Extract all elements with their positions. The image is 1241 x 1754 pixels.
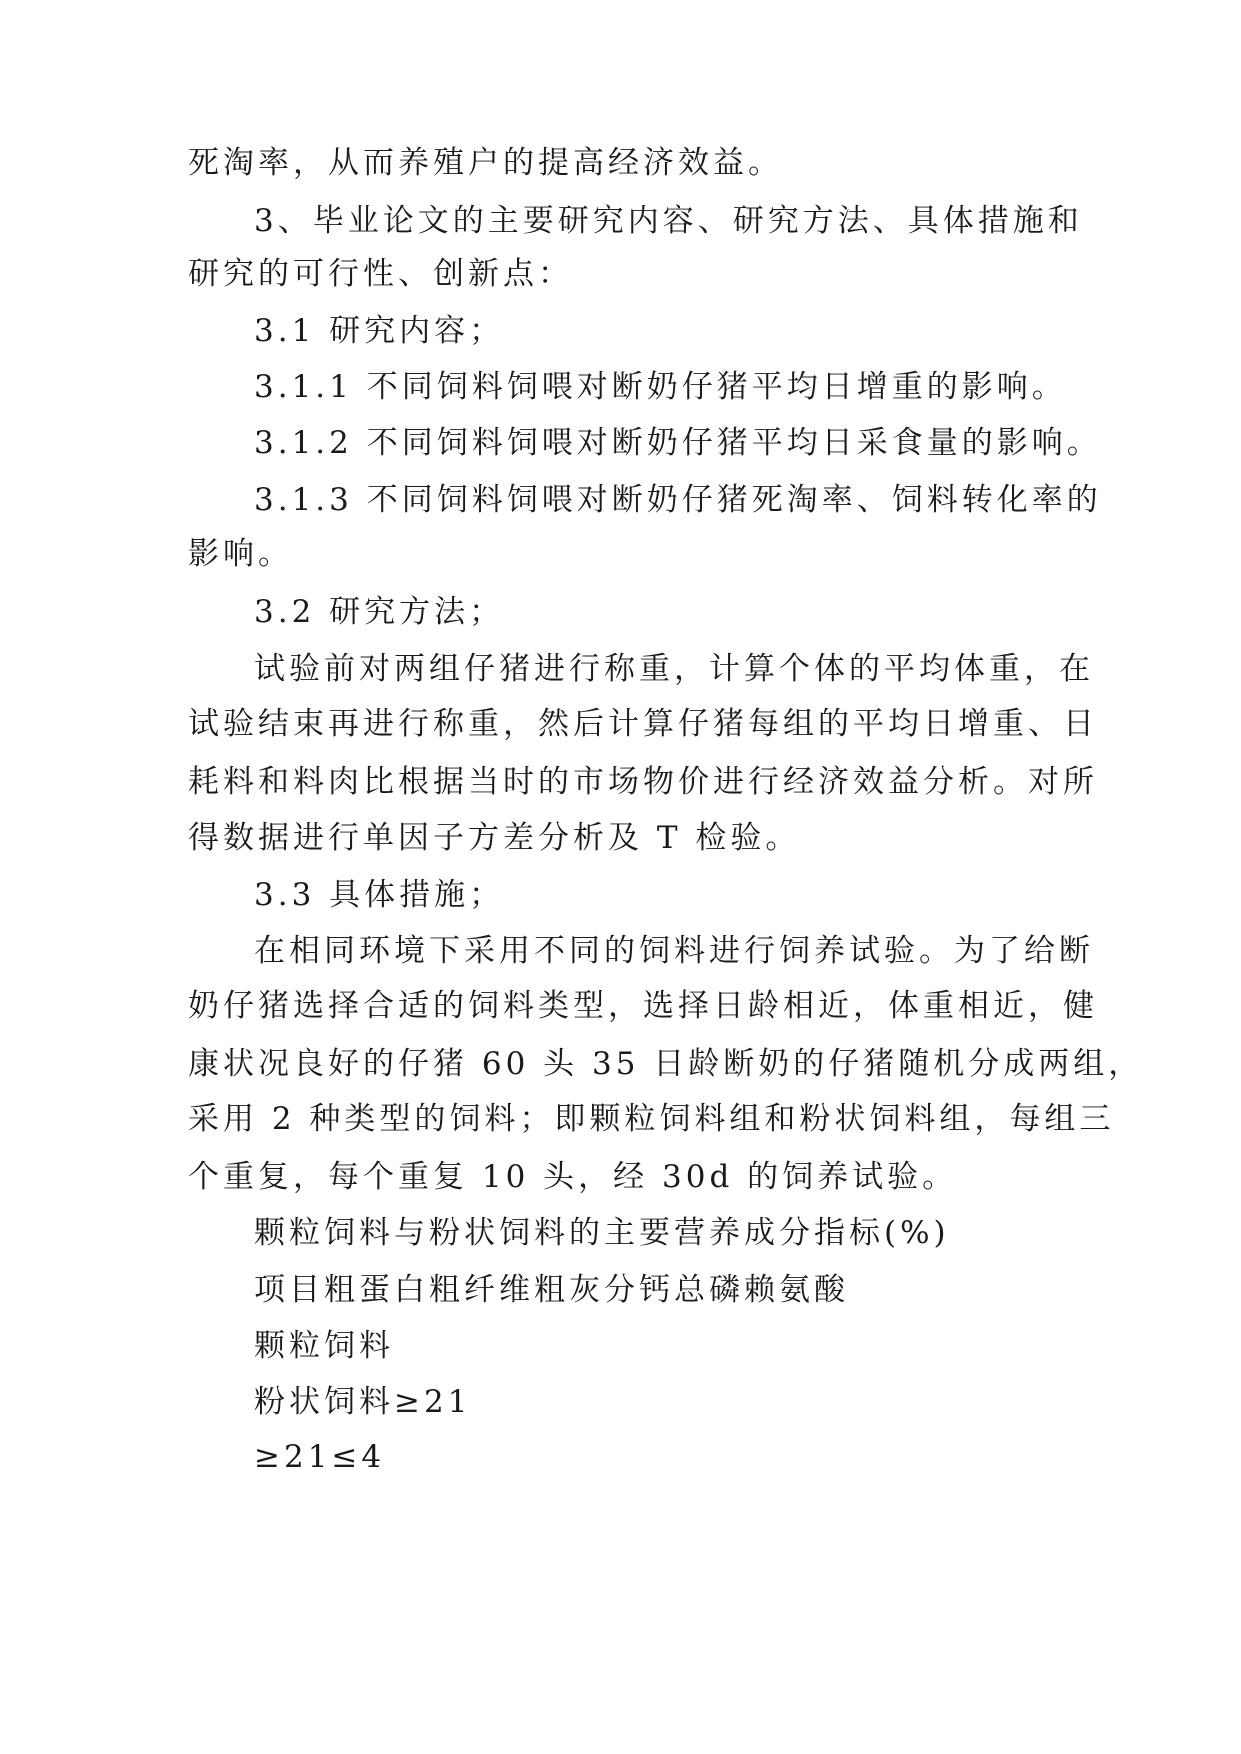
list-item: 3.1.3 不同饲料饲喂对断奶仔猪死淘率、饲料转化率的 [254, 482, 1102, 518]
paragraph-line: 影响。 [188, 536, 293, 572]
paragraph-line: 康状况良好的仔猪 60 头 35 日龄断奶的仔猪随机分成两组， [188, 1046, 1144, 1082]
paragraph-line: 得数据进行单因子方差分析及 T 检验。 [188, 820, 801, 856]
paragraph-line: 研究的可行性、创新点： [188, 256, 573, 292]
table-row: 粉状饲料≥21 [254, 1384, 472, 1420]
paragraph-line: 死淘率，从而养殖户的提高经济效益。 [188, 145, 783, 181]
list-item: 3.1.1 不同饲料饲喂对断奶仔猪平均日增重的影响。 [254, 369, 1067, 405]
subsection-heading: 3.3 具体措施； [254, 877, 505, 913]
table-header-row: 项目粗蛋白粗纤维粗灰分钙总磷赖氨酸 [254, 1272, 849, 1308]
paragraph-line: 试验结束再进行称重，然后计算仔猪每组的平均日增重、日 [188, 706, 1098, 742]
subsection-heading: 3.1 研究内容； [254, 313, 505, 349]
subsection-heading: 3.2 研究方法； [254, 594, 505, 630]
paragraph-line: 耗料和料肉比根据当时的市场物价进行经济效益分析。对所 [188, 764, 1098, 800]
paragraph-line: 个重复，每个重复 10 头，经 30d 的饲养试验。 [188, 1159, 958, 1195]
table-caption: 颗粒饲料与粉状饲料的主要营养成分指标(%) [254, 1215, 950, 1251]
paragraph-line: 奶仔猪选择合适的饲料类型，选择日龄相近，体重相近，健 [188, 988, 1098, 1024]
paragraph-line: 在相同环境下采用不同的饲料进行饲养试验。为了给断 [254, 933, 1094, 969]
table-row: ≥21≤4 [254, 1439, 386, 1475]
list-item: 3.1.2 不同饲料饲喂对断奶仔猪平均日采食量的影响。 [254, 425, 1102, 461]
paragraph-line: 采用 2 种类型的饲料；即颗粒饲料组和粉状饲料组，每组三 [188, 1101, 1115, 1137]
paragraph-line: 试验前对两组仔猪进行称重，计算个体的平均体重，在 [254, 651, 1094, 687]
table-row: 颗粒饲料 [254, 1328, 394, 1364]
section-heading: 3、毕业论文的主要研究内容、研究方法、具体措施和 [254, 203, 1083, 239]
